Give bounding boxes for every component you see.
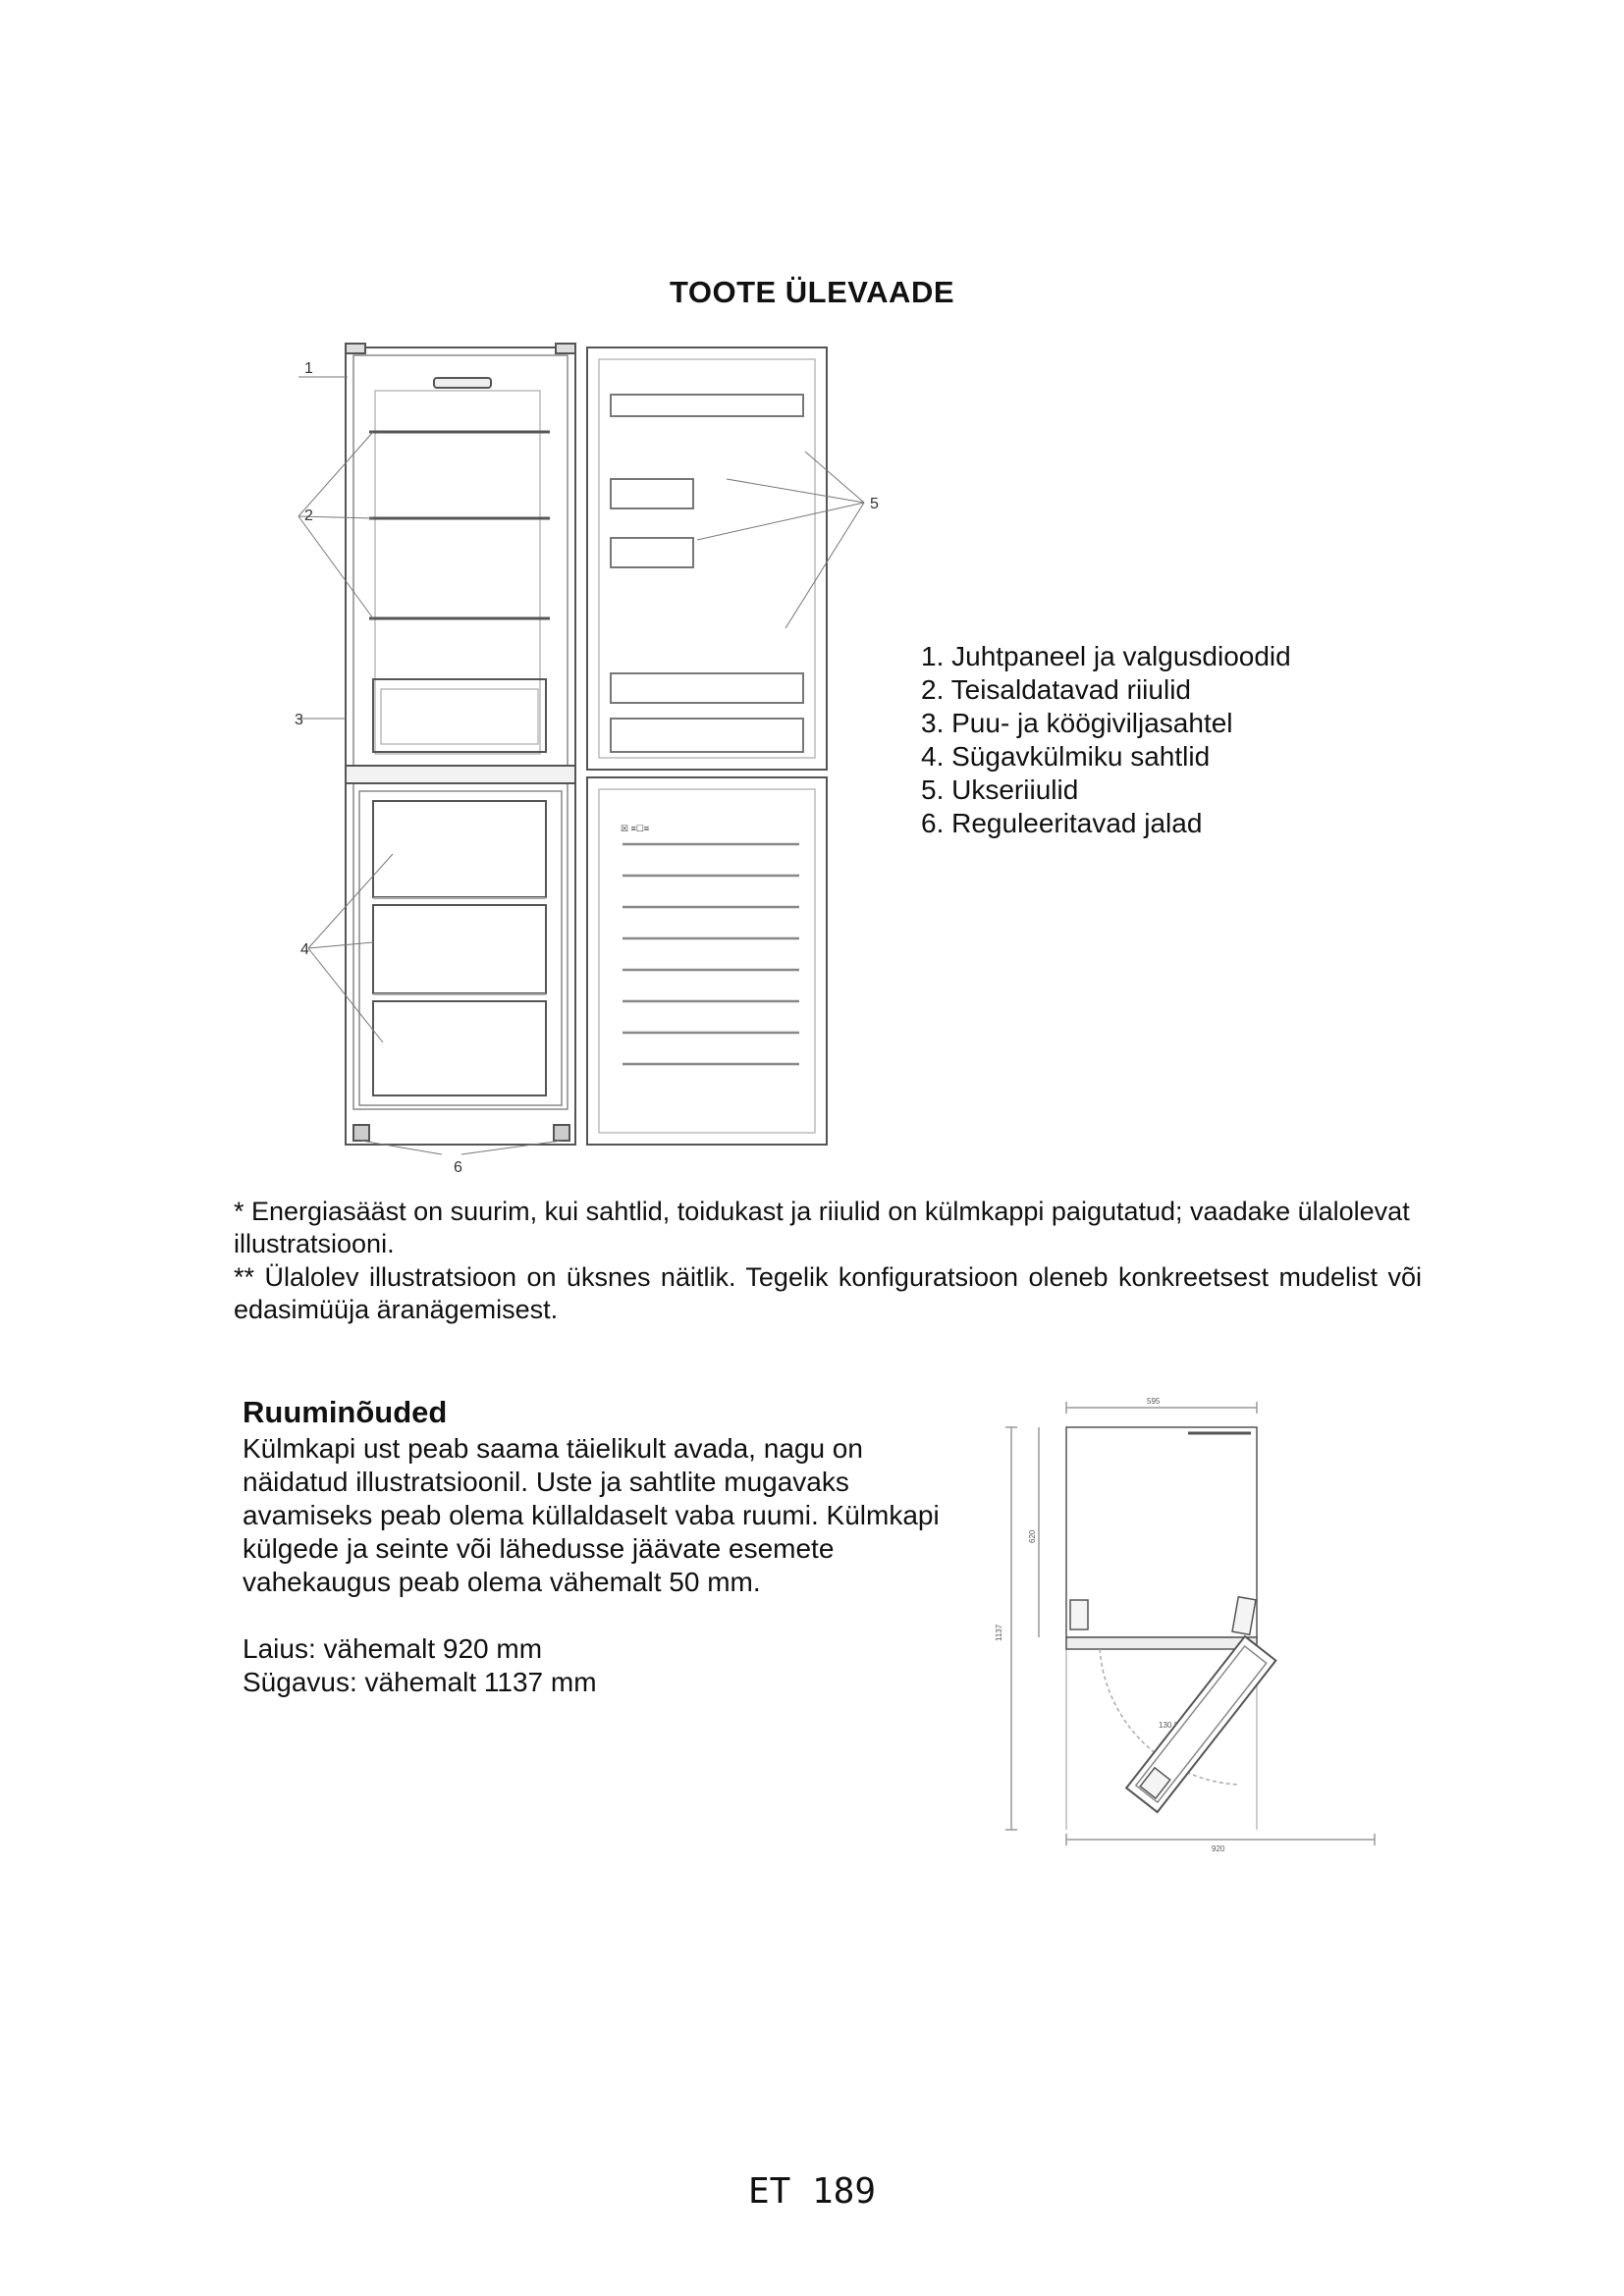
adjustable-foot-right [554, 1125, 569, 1141]
space-heading: Ruuminõuded [243, 1395, 448, 1429]
legend-item: 3. Puu- ja köögiviljasahtel [921, 708, 1233, 738]
freezer-drawers [373, 801, 546, 1095]
door-shelves [611, 395, 803, 752]
clearance-plan-figure [992, 1392, 1384, 1853]
space-text: Külmkapi ust peab saama täielikult avada, nagu on näidatud illustratsioonil. Uste ja sahtlite mugavaks avamiseks peab olema küllaldaselt vaba ruumi. Külmkapi külgede ja seinte või lähedusse jäävate esemete vahekaugus peab olema vähemalt 50 mm. [243, 1433, 940, 1597]
legend-item: 1. Juhtpaneel ja valgusdioodid [921, 641, 1291, 671]
page-title: TOOTE ÜLEVAADE [669, 275, 955, 309]
space-requirements-section [243, 1396, 949, 1699]
notes-block [234, 1196, 1422, 1327]
freezer-star-label: ☒ ≡☐≡ [621, 824, 650, 833]
note-energy: * Energiasääst on suurim, kui sahtlid, toidukast ja riiulid on külmkappi paigutatud; vaadake ülalolevat illustratsiooni. [234, 1197, 1410, 1258]
freezer-door-ribs [623, 844, 799, 1064]
inner-dim-label: 620 [1028, 1529, 1037, 1543]
callout-5: 5 [870, 496, 879, 512]
callout-6: 6 [454, 1159, 462, 1176]
fridge-top-view [1066, 1427, 1257, 1637]
callout-2: 2 [304, 507, 313, 524]
angle-label: 130 ° [1159, 1721, 1177, 1730]
removable-shelves [369, 432, 550, 618]
legend-item: 5. Ukseriiulid [921, 774, 1079, 805]
width-requirement: Laius: vähemalt 920 mm [243, 1633, 543, 1664]
open-door [1126, 1636, 1275, 1812]
legend-item: 4. Sügavkülmiku sahtlid [921, 741, 1211, 772]
fridge-door-upper [587, 347, 827, 770]
dimension-requirements [243, 1632, 949, 1699]
legend-list [921, 640, 1291, 840]
fridge-overview-figure [275, 334, 903, 1178]
control-panel [434, 378, 491, 388]
bottom-dim-label: 920 [1212, 1844, 1225, 1853]
callout-4: 4 [300, 941, 309, 958]
fridge-cabinet-outline [346, 347, 575, 1145]
callout-3: 3 [295, 712, 303, 728]
left-dim-label: 1137 [995, 1624, 1003, 1641]
legend-item: 6. Reguleeritavad jalad [921, 808, 1203, 838]
note-illustration: ** Ülalolev illustratsioon on üksnes näitlik. Tegelik konfiguratsioon oleneb konkreetsest mudelist või edasimüüja äranägemisest. [234, 1262, 1422, 1324]
top-dim-label: 595 [1147, 1397, 1161, 1406]
compartment-divider [346, 766, 575, 783]
legend-item: 2. Teisaldatavad riiulid [921, 674, 1191, 705]
page-number: ET 189 [747, 2171, 877, 2212]
callout-1: 1 [304, 360, 313, 377]
vegetable-drawer [373, 679, 546, 752]
adjustable-foot-left [353, 1125, 369, 1141]
depth-requirement: Sügavus: vähemalt 1137 mm [243, 1667, 597, 1697]
